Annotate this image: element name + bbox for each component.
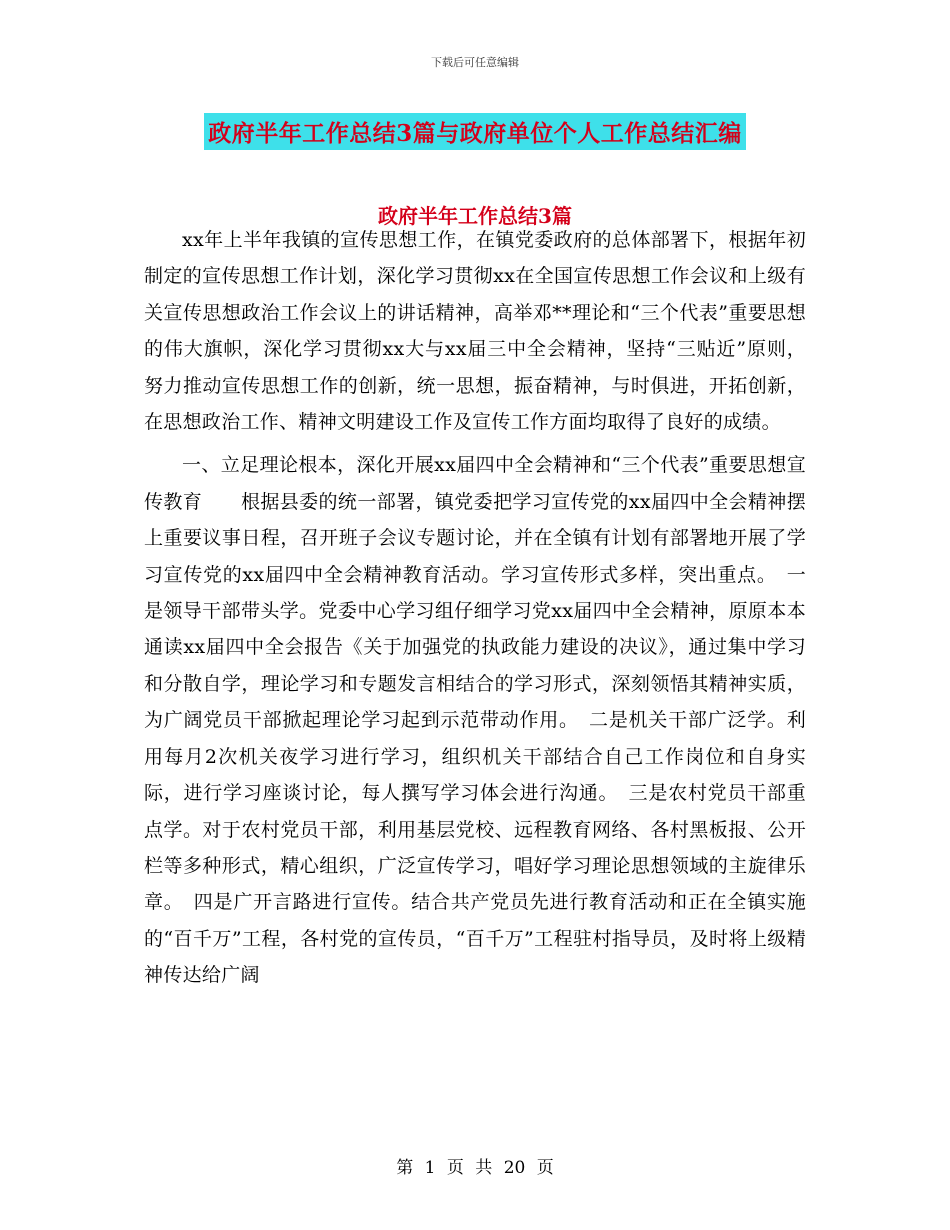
main-title-container — [0, 113, 950, 150]
body-text — [144, 222, 806, 1001]
page-number-footer: 第 1 页 共 20 页 — [396, 1158, 554, 1178]
header-note: 下载后可任意编辑 — [431, 56, 519, 69]
main-title: 政府半年工作总结3篇与政府单位个人工作总结汇编 — [204, 113, 746, 150]
paragraph: xx年上半年我镇的宣传思想工作，在镇党委政府的总体部署下，根据年初制定的宣传思想工作计划，深化学习贯彻xx在全国宣传思想工作会议和上级有关宣传思想政治工作会议上的讲话精神，高举邓**理论和“三个代表”重要思想的伟大旗帜，深化学习贯彻xx大与xx届三中全会精神，坚持“三贴近”原则，努力推动宣传思想工作的创新，统一思想，振奋精神，与时俱进，开拓创新，在思想政治工作、精神文明建设工作及宣传工作方面均取得了良好的成绩。 — [144, 229, 806, 434]
paragraph: 一、立足理论根本，深化开展xx届四中全会精神和“三个代表”重要思想宣传教育 根据县委的统一部署，镇党委把学习宣传党的xx届四中全会精神摆上重要议事日程，召开班子会议专题讨论，并在全镇有计划有部署地开展了学习宣传党的xx届四中全会精神教育活动。学习宣传形式多样，突出重点。 一是领导干部带头学。党委中心学习组仔细学习党xx届四中全会精神，原原本本通读xx届四中全会报告《关于加强党的执政能力建设的决议》，通过集中学习和分散自学，理论学习和专题发言相结合的学习形式，深刻领悟其精神实质，为广阔党员干部掀起理论学习起到示范带动作用。 二是机关干部广泛学。利用每月2次机关夜学习进行学习，组织机关干部结合自己工作岗位和自身实际，进行学习座谈讨论，每人撰写学习体会进行沟通。 三是农村党员干部重点学。对于农村党员干部，利用基层党校、远程教育网络、各村黑板报、公开栏等多种形式，精心组织，广泛宣传学习，唱好学习理论思想领域的主旋律乐章。 四是广开言路进行宣传。结合共产党员先进行教育活动和正在全镇实施的“百千万”工程，各村党的宣传员，“百千万”工程驻村指导员，及时将上级精神传达给广阔 — [144, 454, 806, 987]
section-title: 政府半年工作总结3篇 — [378, 204, 572, 228]
